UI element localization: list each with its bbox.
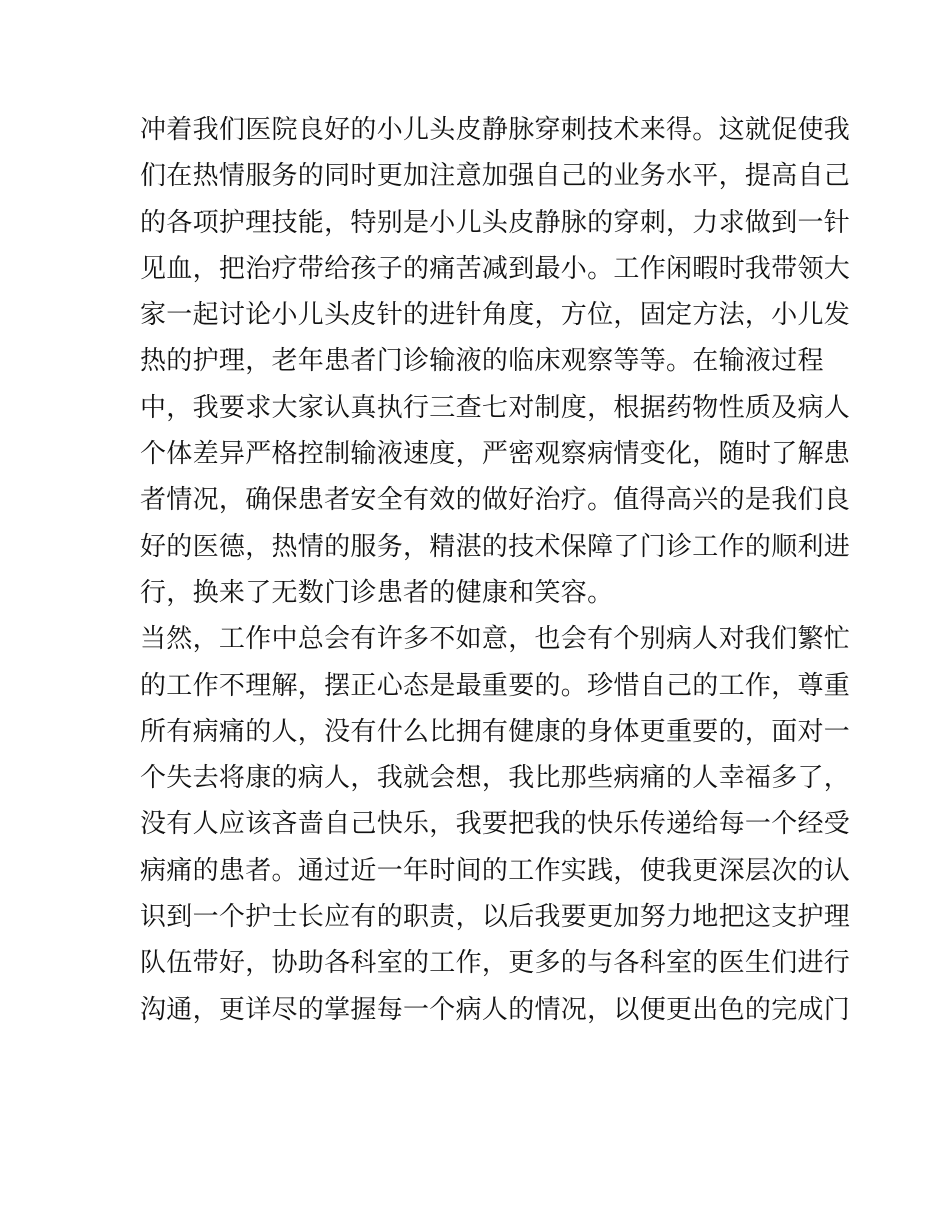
text-line: 沟通，更详尽的掌握每一个病人的情况，以便更出色的完成门 — [140, 994, 851, 1025]
text-line: 个失去将康的病人，我就会想，我比那些病痛的人幸福多了， — [140, 763, 851, 794]
text-line: 识到一个护士长应有的职责，以后我要更加努力地把这支护理 — [140, 902, 851, 933]
text-line: 家一起讨论小儿头皮针的进针角度，方位，固定方法，小儿发 — [140, 300, 851, 331]
text-line: 的各项护理技能，特别是小儿头皮静脉的穿刺，力求做到一针 — [140, 207, 851, 238]
body-text — [140, 107, 851, 1033]
text-line: 个体差异严格控制输液速度，严密观察病情变化，随时了解患 — [140, 439, 851, 470]
text-line: 行，换来了无数门诊患者的健康和笑容。 — [140, 577, 614, 608]
text-line: 所有病痛的人，没有什么比拥有健康的身体更重要的，面对一 — [140, 716, 851, 747]
text-line: 病痛的患者。通过近一年时间的工作实践，使我更深层次的认 — [140, 855, 851, 886]
text-line: 热的护理，老年患者门诊输液的临床观察等等。在输液过程 — [140, 346, 824, 377]
text-line: 好的医德，热情的服务，精湛的技术保障了门诊工作的顺利进 — [140, 531, 851, 562]
text-line: 中，我要求大家认真执行三查七对制度，根据药物性质及病人 — [140, 392, 851, 423]
text-line: 队伍带好，协助各科室的工作，更多的与各科室的医生们进行 — [140, 948, 851, 979]
text-line: 没有人应该吝啬自己快乐，我要把我的快乐传递给每一个经受 — [140, 809, 851, 840]
text-line: 的工作不理解，摆正心态是最重要的。珍惜自己的工作，尊重 — [140, 670, 851, 701]
text-line: 当然，工作中总会有许多不如意，也会有个别病人对我们繁忙 — [140, 624, 851, 655]
text-line: 们在热情服务的同时更加注意加强自己的业务水平，提高自己 — [140, 161, 851, 192]
text-line: 见血，把治疗带给孩子的痛苦减到最小。工作闲暇时我带领大 — [140, 253, 851, 284]
text-line: 冲着我们医院良好的小儿头皮静脉穿刺技术来得。这就促使我 — [140, 115, 851, 145]
text-line: 者情况，确保患者安全有效的做好治疗。值得高兴的是我们良 — [140, 485, 851, 516]
